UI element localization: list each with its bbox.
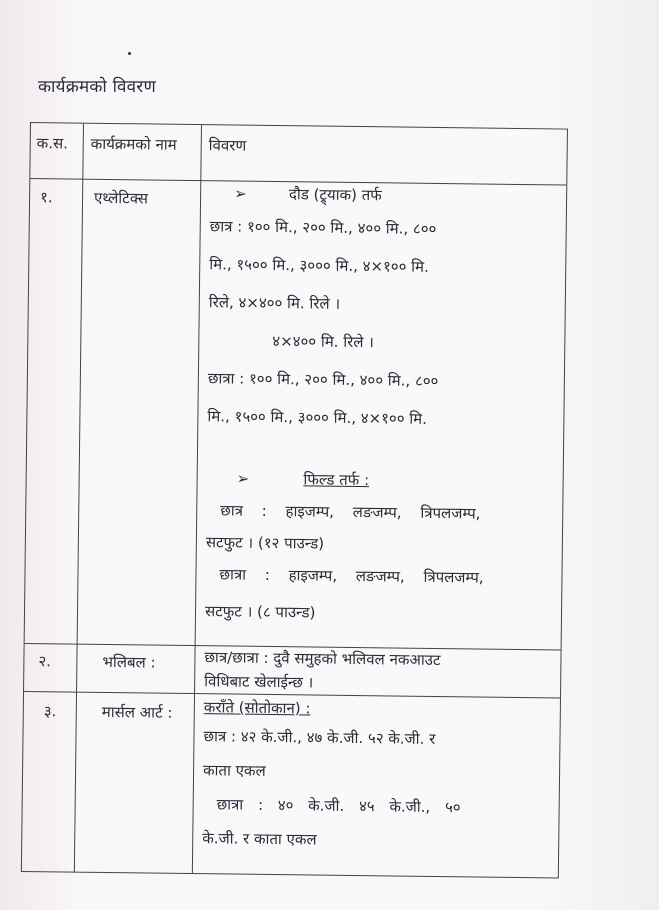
detail-line: काता एकल	[202, 761, 266, 780]
detail-line: छात्र : ४२ के.जी., ४७ के.जी. ५२ के.जी. र	[203, 727, 436, 748]
row-3-details	[202, 695, 462, 858]
detail-line: छात्रा : ४० के.जी. ४५ के.जी., ५०	[216, 795, 461, 817]
row-1-sn: १.	[39, 188, 53, 207]
detail-line: सटफुट । (१२ पाउन्ड)	[205, 533, 325, 553]
detail-line: रिले, ४×४०० मि. रिले ।	[208, 293, 341, 313]
row-2-name: भलिबल :	[102, 652, 156, 672]
detail-line: छात्र : हाइजम्प, लङजम्प, त्रिपलजम्प,	[220, 501, 481, 523]
arrow-bullet-icon: ➢	[236, 469, 250, 488]
program-table	[21, 122, 568, 879]
row-2-details	[204, 645, 441, 696]
detail-line: ➢ दौड (ट्र्याक) तर्फ	[210, 179, 488, 210]
header-sn: क.स.	[36, 134, 69, 153]
detail-line: विधिबाट खेलाईन्छ ।	[204, 672, 314, 692]
detail-line: के.जी. र काता एकल	[202, 829, 317, 849]
detail-line: कराँते (सोतोकान) :	[203, 698, 311, 718]
page-heading: कार्यक्रमको विवरण	[38, 77, 156, 97]
detail-line: ४×४०० मि. रिले ।	[272, 331, 375, 352]
arrow-bullet-icon: ➢	[234, 184, 247, 203]
ink-dot	[128, 52, 131, 55]
detail-line: छात्र : १०० मि., २०० मि., ४०० मि., ८००	[209, 217, 437, 238]
row-3-name: मार्सल आर्ट :	[101, 702, 173, 722]
detail-line: सटफुट । (८ पाउन्ड)	[204, 602, 316, 622]
header-name: कार्यक्रमको नाम	[90, 134, 177, 154]
row-1-name: एथ्लेटिक्स	[93, 188, 149, 208]
row-2-sn: २.	[38, 652, 52, 671]
column-divider	[192, 125, 202, 873]
row-3-sn: ३.	[43, 702, 57, 721]
row-1-details	[205, 179, 489, 634]
detail-line: छात्र/छात्रा : दुवै समुहको भलिवल नकआउट	[204, 648, 441, 670]
detail-line: छात्रा : १०० मि., २०० मि., ४०० मि., ८००	[207, 369, 439, 391]
detail-line: मि., १५०० मि., ३००० मि., ४×१०० मि.	[209, 255, 429, 276]
header-details: विवरण	[208, 136, 247, 155]
detail-line: मि., १५०० मि., ३००० मि., ४×१०० मि.	[207, 407, 428, 428]
detail-line: ➢ फिल्ड तर्फ :	[206, 463, 484, 496]
column-divider	[74, 124, 84, 872]
detail-line: छात्रा : हाइजम्प, लङजम्प, त्रिपलजम्प,	[219, 565, 484, 587]
